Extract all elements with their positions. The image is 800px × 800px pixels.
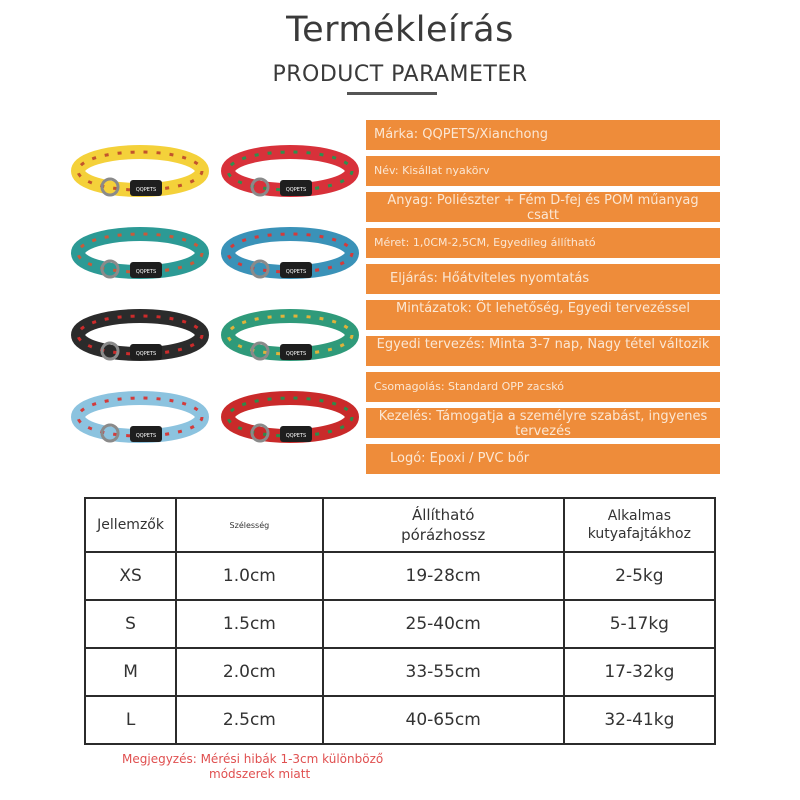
subtitle-underline <box>347 92 437 95</box>
header-features: Jellemzők <box>85 498 176 552</box>
cell-size: S <box>85 600 176 648</box>
measurement-note: Megjegyzés: Mérési hibák 1-3cm különböző módszerek miatt <box>122 752 384 781</box>
page-subtitle: PRODUCT PARAMETER <box>272 62 528 87</box>
table-row <box>85 648 715 696</box>
param-material: Anyag: Poliészter + Fém D-fej és POM műanyag csatt <box>366 192 720 222</box>
cell-weight: 5-17kg <box>564 600 715 648</box>
table-row <box>85 600 715 648</box>
param-custom-design: Egyedi tervezés: Minta 3-7 nap, Nagy tétel változik <box>366 336 720 366</box>
collar-image <box>70 140 210 202</box>
cell-weight: 17-32kg <box>564 648 715 696</box>
collar-image <box>70 304 210 366</box>
header-width: Szélesség <box>176 498 323 552</box>
cell-size: XS <box>85 552 176 600</box>
table-header-row <box>85 498 715 552</box>
page-title: Termékleírás <box>286 10 514 50</box>
cell-size: M <box>85 648 176 696</box>
collar-image <box>220 140 360 202</box>
header-leash-length: Állítható pórázhossz <box>323 498 564 552</box>
collar-brand-print: QQPETS <box>135 433 157 439</box>
param-packaging: Csomagolás: Standard OPP zacskó <box>366 372 720 402</box>
param-brand: Márka: QQPETS/Xianchong <box>366 120 720 150</box>
header-dog-breeds: Alkalmas kutyafajtákhoz <box>564 498 715 552</box>
collar-image <box>70 386 210 448</box>
cell-length: 25-40cm <box>323 600 564 648</box>
cell-width: 1.5cm <box>176 600 323 648</box>
collar-brand-print: QQPETS <box>285 433 307 439</box>
cell-weight: 32-41kg <box>564 696 715 744</box>
collar-brand-print: QQPETS <box>285 351 307 357</box>
collar-image <box>220 222 360 284</box>
cell-length: 19-28cm <box>323 552 564 600</box>
collar-gallery <box>60 140 360 470</box>
cell-length: 40-65cm <box>323 696 564 744</box>
param-patterns: Mintázatok: Öt lehetőség, Egyedi tervezéssel <box>366 300 720 330</box>
collar-image <box>220 386 360 448</box>
collar-brand-print: QQPETS <box>285 269 307 275</box>
cell-weight: 2-5kg <box>564 552 715 600</box>
size-table <box>84 497 716 745</box>
param-handling: Kezelés: Támogatja a személyre szabást, ingyenes tervezés <box>366 408 720 438</box>
param-logo: Logó: Epoxi / PVC bőr <box>366 444 720 474</box>
collar-brand-print: QQPETS <box>135 269 157 275</box>
cell-width: 2.5cm <box>176 696 323 744</box>
collar-brand-print: QQPETS <box>135 351 157 357</box>
collar-image <box>220 304 360 366</box>
param-process: Eljárás: Hőátviteles nyomtatás <box>366 264 720 294</box>
collar-brand-print: QQPETS <box>285 187 307 193</box>
table-row <box>85 552 715 600</box>
param-name: Név: Kisállat nyakörv <box>366 156 720 186</box>
collar-image <box>70 222 210 284</box>
cell-length: 33-55cm <box>323 648 564 696</box>
cell-width: 1.0cm <box>176 552 323 600</box>
cell-width: 2.0cm <box>176 648 323 696</box>
table-row <box>85 696 715 744</box>
param-size: Méret: 1,0CM-2,5CM, Egyedileg állítható <box>366 228 720 258</box>
collar-brand-print: QQPETS <box>135 187 157 193</box>
cell-size: L <box>85 696 176 744</box>
